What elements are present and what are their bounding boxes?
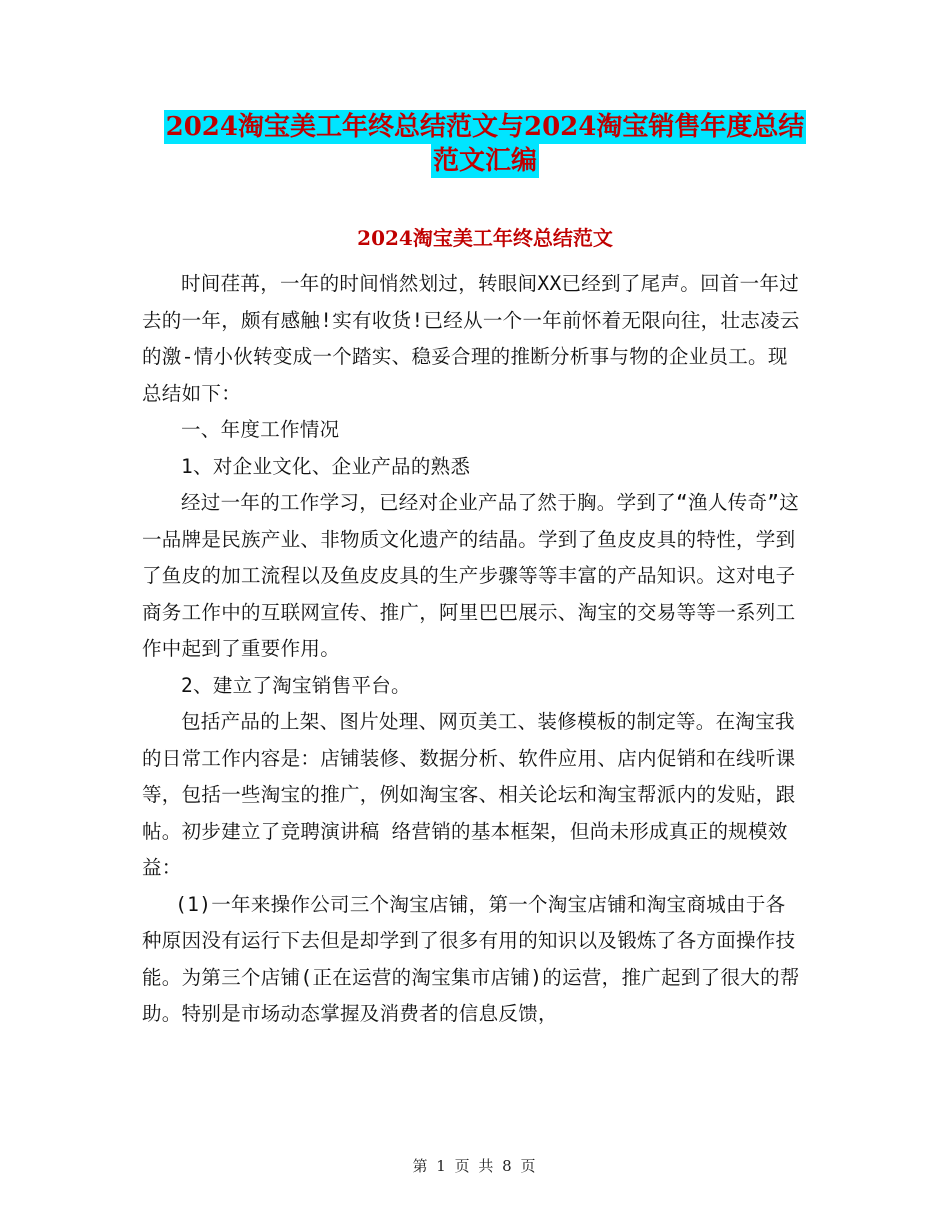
document-body	[142, 266, 802, 1033]
paragraph-culture: 经过一年的工作学习，已经对企业产品了然于胸。学到了“渔人传奇”这一品牌是民族产业、非物质文化遗产的结晶。学到了鱼皮皮具的特性，学到了鱼皮的加工流程以及鱼皮皮具的生产步骤等等丰富的产品知识。这对电子商务工作中的互联网宣传、推广，阿里巴巴展示、淘宝的交易等等一系列工作中起到了重要作用。	[142, 491, 800, 660]
paragraph-intro: 时间荏苒，一年的时间悄然划过，转眼间XX已经到了尾声。回首一年过去的一年，颇有感触!实有收货!已经从一个一年前怀着无限向往，壮志凌云的激-情小伙转变成一个踏实、稳妥合理的推断分析事与物的企业员工。现总结如下：	[142, 272, 800, 405]
title-line-1: 2024淘宝美工年终总结范文与2024淘宝销售年度总结	[165, 112, 805, 142]
heading-annual-work: 一、年度工作情况	[181, 418, 340, 441]
paragraph-item-1: (1)一年来操作公司三个淘宝店铺，第一个淘宝店铺和淘宝商城由于各种原因没有运行下去但是却学到了很多有用的知识以及锻炼了各方面操作技能。为第三个店铺(正在运营的淘宝集市店铺)的运营，推广起到了很大的帮助。特别是市场动态掌握及消费者的信息反馈，	[142, 892, 800, 1025]
title-line-2: 范文汇编	[432, 146, 537, 176]
paragraph-platform: 包括产品的上架、图片处理、网页美工、装修模板的制定等。在淘宝我的日常工作内容是：店铺装修、数据分析、软件应用、店内促销和在线听课等，包括一些淘宝的推广，例如淘宝客、相关论坛和淘宝帮派内的发贴，跟帖。初步建立了竞聘演讲稿 络营销的基本框架，但尚未形成真正的规模效益：	[142, 710, 796, 879]
document-title	[140, 110, 830, 178]
heading-culture: 1、对企业文化、企业产品的熟悉	[181, 454, 471, 478]
heading-platform: 2、建立了淘宝销售平台。	[181, 673, 411, 697]
page-footer: 第 1 页 共 8 页	[412, 1157, 538, 1175]
section-title: 2024淘宝美工年终总结范文	[357, 226, 613, 250]
